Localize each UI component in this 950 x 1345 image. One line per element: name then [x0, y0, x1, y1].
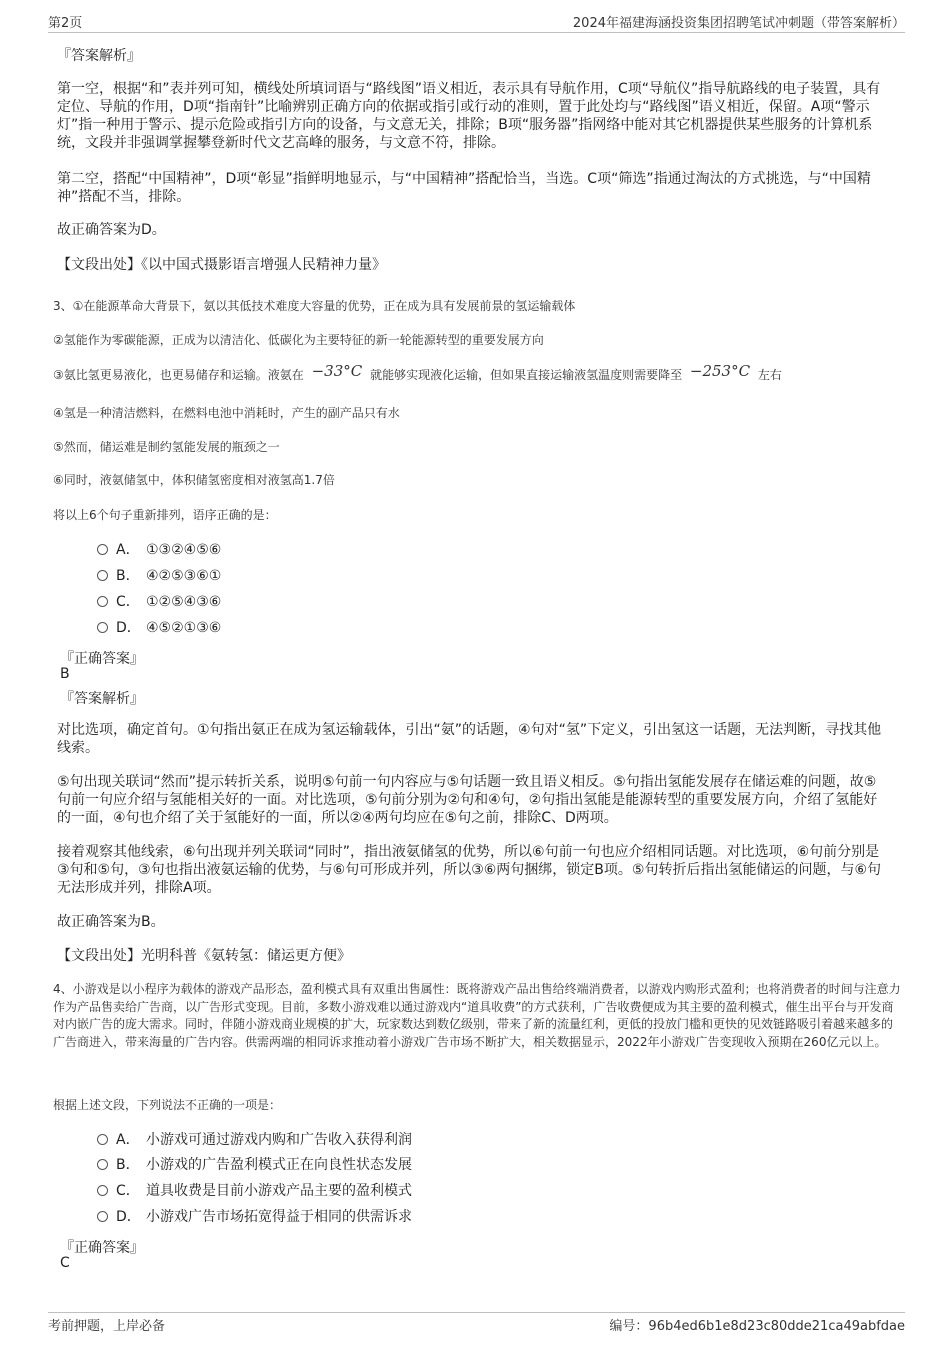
- radio-icon[interactable]: [97, 1185, 108, 1196]
- q3-analysis-p1: 对比选项，确定首句。①句指出氨正在成为氢运输载体，引出“氨”的话题，④句对“氢”下定义，引出氢这一话题，无法判断，寻找其他线索。: [57, 722, 882, 756]
- footer-slogan: 考前押题，上岸必备: [48, 1319, 166, 1334]
- q3-sentence-5: ⑤然而，储运难是制约氢能发展的瓶颈之一: [53, 440, 280, 454]
- q4-stem: 4、小游戏是以小程序为载体的游戏产品形态，盈利模式具有双重出售属性：既将游戏产品出售给终端消费者，以游戏内购形式盈利；也将消费者的时间与注意力作为产品售卖给广告商，以广告形式变现。目前，多数小游戏难以通过游戏内“道具收费”的方式获利，广告收费便成为其主要的盈利模式，催生出平台与开发商对内嵌广告的庞大需求。同时，伴随小游戏商业规模的扩大，玩家数达到数亿级别，带来了新的流量红利，更低的投放门槛和更快的见效链路吸引着越来越多的广告商进入，带来海量的广告内容。供需两端的相同诉求推动着小游戏广告市场不断扩大，相关数据显示，2022年小游戏广告变现收入预期在260亿元以上。: [53, 982, 901, 1049]
- q3-sentence-6: ⑥同时，液氨储氢中，体积储氢密度相对液氢高1.7倍: [53, 473, 335, 487]
- radio-icon[interactable]: [97, 544, 108, 555]
- q3-sentence-2: ②氢能作为零碳能源，正成为以清洁化、低碳化为主要特征的新一轮能源转型的重要发展方向: [53, 333, 544, 347]
- q2-analysis-p2: 第二空，搭配“中国精神”，D项“彰显”指鲜明地显示，与“中国精神”搭配恰当，当选。C项“筛选”指通过淘汰的方式挑选，与“中国精神”搭配不当，排除。: [57, 171, 871, 205]
- page-number: 第2页: [48, 16, 83, 31]
- q3-option-a[interactable]: A． ①③②④⑤⑥: [97, 540, 221, 560]
- q3-option-c[interactable]: C． ①②⑤④③⑥: [97, 592, 221, 612]
- radio-icon[interactable]: [97, 1159, 108, 1170]
- temperature-1: −33°C: [311, 362, 363, 380]
- q3-option-d[interactable]: D． ④⑤②①③⑥: [97, 618, 221, 638]
- q3-sentence-1: 3、①在能源革命大背景下，氨以其低技术难度大容量的优势，正在成为具有发展前景的氢运输载体: [53, 299, 576, 313]
- q3-sentence-3-part-c: 左右: [757, 368, 782, 382]
- q3-answer: B: [60, 666, 70, 682]
- temperature-2: −253°C: [689, 362, 751, 380]
- q3-option-b[interactable]: B． ④②⑤③⑥①: [97, 566, 221, 586]
- q4-prompt: 根据上述文段，下列说法不正确的一项是：: [53, 1098, 282, 1112]
- q3-prompt: 将以上6个句子重新排列，语序正确的是：: [53, 508, 277, 522]
- q3-sentence-3-part-b: 就能够实现液化运输，但如果直接运输液氢温度则需要降至: [370, 368, 683, 382]
- q4-option-c[interactable]: C． 道具收费是目前小游戏产品主要的盈利模式: [97, 1181, 412, 1201]
- q4-option-b[interactable]: B． 小游戏的广告盈利模式正在向良性状态发展: [97, 1155, 412, 1175]
- q3-sentence-3-part-a: ③氨比氢更易液化，也更易储存和运输。液氨在: [53, 368, 304, 382]
- q4-option-a[interactable]: A． 小游戏可通过游戏内购和广告收入获得利润: [97, 1130, 412, 1150]
- document-id: 编号：96b4ed6b1e8d23c80dde21ca49abfdae: [609, 1319, 905, 1334]
- q3-analysis-p3: 接着观察其他线索，⑥句出现并列关联词“同时”，指出液氨储氢的优势，所以⑥句前一句也应介绍相同话题。对比选项，⑥句前分别是③句和⑤句，③句也指出液氨运输的优势，与⑥句可形成并列，所以③⑥两句捆绑，锁定B项。⑤句转折后指出氢能储运的问题，与⑥句无法形成并列，排除A项。: [57, 844, 882, 896]
- q3-source: 【文段出处】光明科普《氨转氢：储运更方便》: [57, 948, 351, 964]
- page-header: [48, 10, 905, 33]
- q3-analysis-p2: ⑤句出现关联词“然而”提示转折关系，说明⑤句前一句内容应与⑤句话题一致且语义相反。⑤句指出氢能发展存在储运难的问题，故⑤句前一句应介绍与氢能相关好的一面。对比选项，⑤句前分别为②句和④句，②句指出氢能是能源转型的重要发展方向，介绍了氢能好的一面，④句也介绍了关于氢能好的一面，所以②④两句均应在⑤句之前，排除C、D两项。: [57, 774, 878, 826]
- radio-icon[interactable]: [97, 1134, 108, 1145]
- radio-icon[interactable]: [97, 570, 108, 581]
- q3-sentence-3: [53, 362, 898, 385]
- radio-icon[interactable]: [97, 622, 108, 633]
- q2-conclusion: 故正确答案为D。: [57, 222, 166, 238]
- radio-icon[interactable]: [97, 596, 108, 607]
- q2-analysis-p1: 第一空，根据“和”表并列可知，横线处所填词语与“路线图”语义相近，表示具有导航作用，C项“导航仪”指导航路线的电子装置，具有定位、导航的作用，D项“指南针”比喻辨别正确方向的依据或指引或行动的准则，置于此处均与“路线图”语义相近，保留。A项“警示灯”指一种用于警示、提示危险或指引方向的设备，与文意无关，排除；B项“服务器”指网络中能对其它机器提供某些服务的计算机系统，文段并非强调掌握攀登新时代文艺高峰的服务，与文意不符，排除。: [57, 81, 881, 151]
- document-title: 2024年福建海涵投资集团招聘笔试冲刺题（带答案解析）: [572, 16, 905, 31]
- q4-answer: C: [60, 1255, 70, 1271]
- q3-sentence-4: ④氢是一种清洁燃料，在燃料电池中消耗时，产生的副产品只有水: [53, 406, 400, 420]
- q4-option-d[interactable]: D． 小游戏广告市场拓宽得益于相同的供需诉求: [97, 1207, 412, 1227]
- q3-conclusion: 故正确答案为B。: [57, 914, 165, 930]
- q3-analysis-title: 『答案解析』: [60, 691, 144, 707]
- q2-source: 【文段出处】《以中国式摄影语言增强人民精神力量》: [57, 257, 386, 273]
- q3-answer-title: 『正确答案』: [60, 651, 144, 667]
- page-footer: [48, 1312, 905, 1335]
- q4-answer-title: 『正确答案』: [60, 1240, 144, 1256]
- radio-icon[interactable]: [97, 1211, 108, 1222]
- q2-analysis-title: 『答案解析』: [57, 48, 141, 64]
